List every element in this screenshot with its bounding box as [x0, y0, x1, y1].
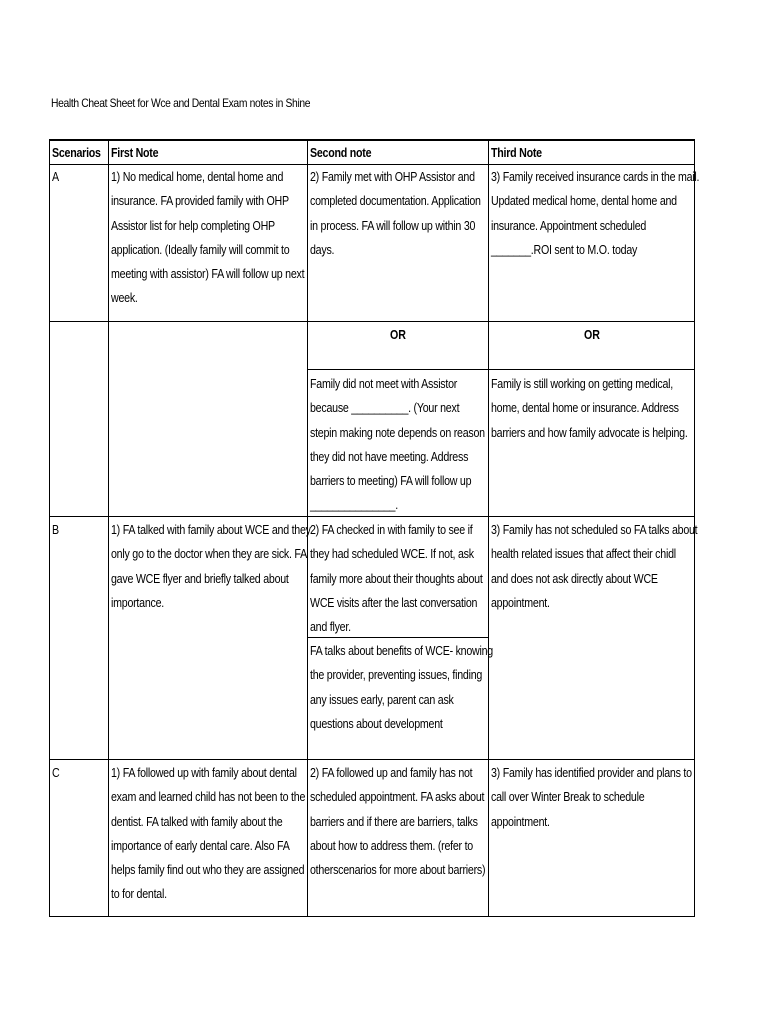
row-c-third-note: 3) Family has identified provider and plans to call over Winter Break to schedule appointment.: [491, 765, 692, 829]
row-a-third-alternate: Family is still working on getting medical, home, dental home or insurance. Address barriers and how family advocate is helping.: [491, 376, 688, 440]
table-bottom-border: [49, 916, 695, 917]
second-note-or: OR: [390, 327, 406, 342]
third-column-border: [488, 139, 489, 917]
table-top-border: [49, 139, 695, 141]
row-b-third-note: 3) Family has not scheduled so FA talks about health related issues that affect their chidl and does not ask directly about WCE appointment.: [491, 522, 698, 610]
header-first-note: First Note: [111, 145, 159, 160]
row-a-second-note: 2) Family met with OHP Assistor and completed documentation. Application in process. FA will follow up within 30 days.: [310, 169, 481, 257]
row-b-first-note: 1) FA talked with family about WCE and they only go to the doctor when they are sick. FA gave WCE flyer and briefly talked about importance.: [111, 522, 311, 610]
row-a-first-note: 1) No medical home, dental home and insurance. FA provided family with OHP Assistor list for help completing OHP application. (Ideally family will commit to meeting with assistor) FA will follow up next week.: [111, 169, 305, 306]
header-scenarios: Scenarios: [52, 145, 101, 160]
row-a-second-alternate: Family did not meet with Assistor because __________. (Your next stepin making note depends on reason they did not have meeting. Address barriers to meeting) FA will follow up _______________.: [310, 376, 485, 513]
row-a-third-note: 3) Family received insurance cards in the mail. Updated medical home, dental home and insurance. Appointment scheduled _______.ROI sent to M.O. today: [491, 169, 700, 257]
first-column-border: [108, 139, 109, 917]
row-c-second-note: 2) FA followed up and family has not scheduled appointment. FA asks about barriers and if there are barriers, talks about how to address them. (refer to otherscenarios for more about barriers): [310, 765, 486, 878]
header-second-note: Second note: [310, 145, 372, 160]
third-note-or: OR: [584, 327, 600, 342]
page-title: Health Cheat Sheet for Wce and Dental Exam notes in Shine: [51, 96, 311, 110]
row-c-first-note: 1) FA followed up with family about dental exam and learned child has not been to the dentist. FA talked with family about the importance of early dental care. Also FA helps family find out who they are assigned to for dental.: [111, 765, 306, 902]
row-b-label: B: [52, 522, 59, 537]
table-left-border: [49, 139, 50, 917]
or-row-divider: [308, 369, 695, 370]
row-c-label: C: [52, 765, 60, 780]
row-a-label: A: [52, 169, 59, 184]
row-b-second-note: 2) FA checked in with family to see if they had scheduled WCE. If not, ask family more about their thoughts about WCE visits after the last conversation and flyer.: [310, 522, 483, 635]
header-third-note: Third Note: [491, 145, 542, 160]
row-a-divider: [49, 321, 695, 322]
row-c-divider: [49, 759, 695, 760]
row-b-second-alternate: FA talks about benefits of WCE- knowing the provider, preventing issues, finding any issues early, parent can ask questions about development: [310, 643, 493, 731]
